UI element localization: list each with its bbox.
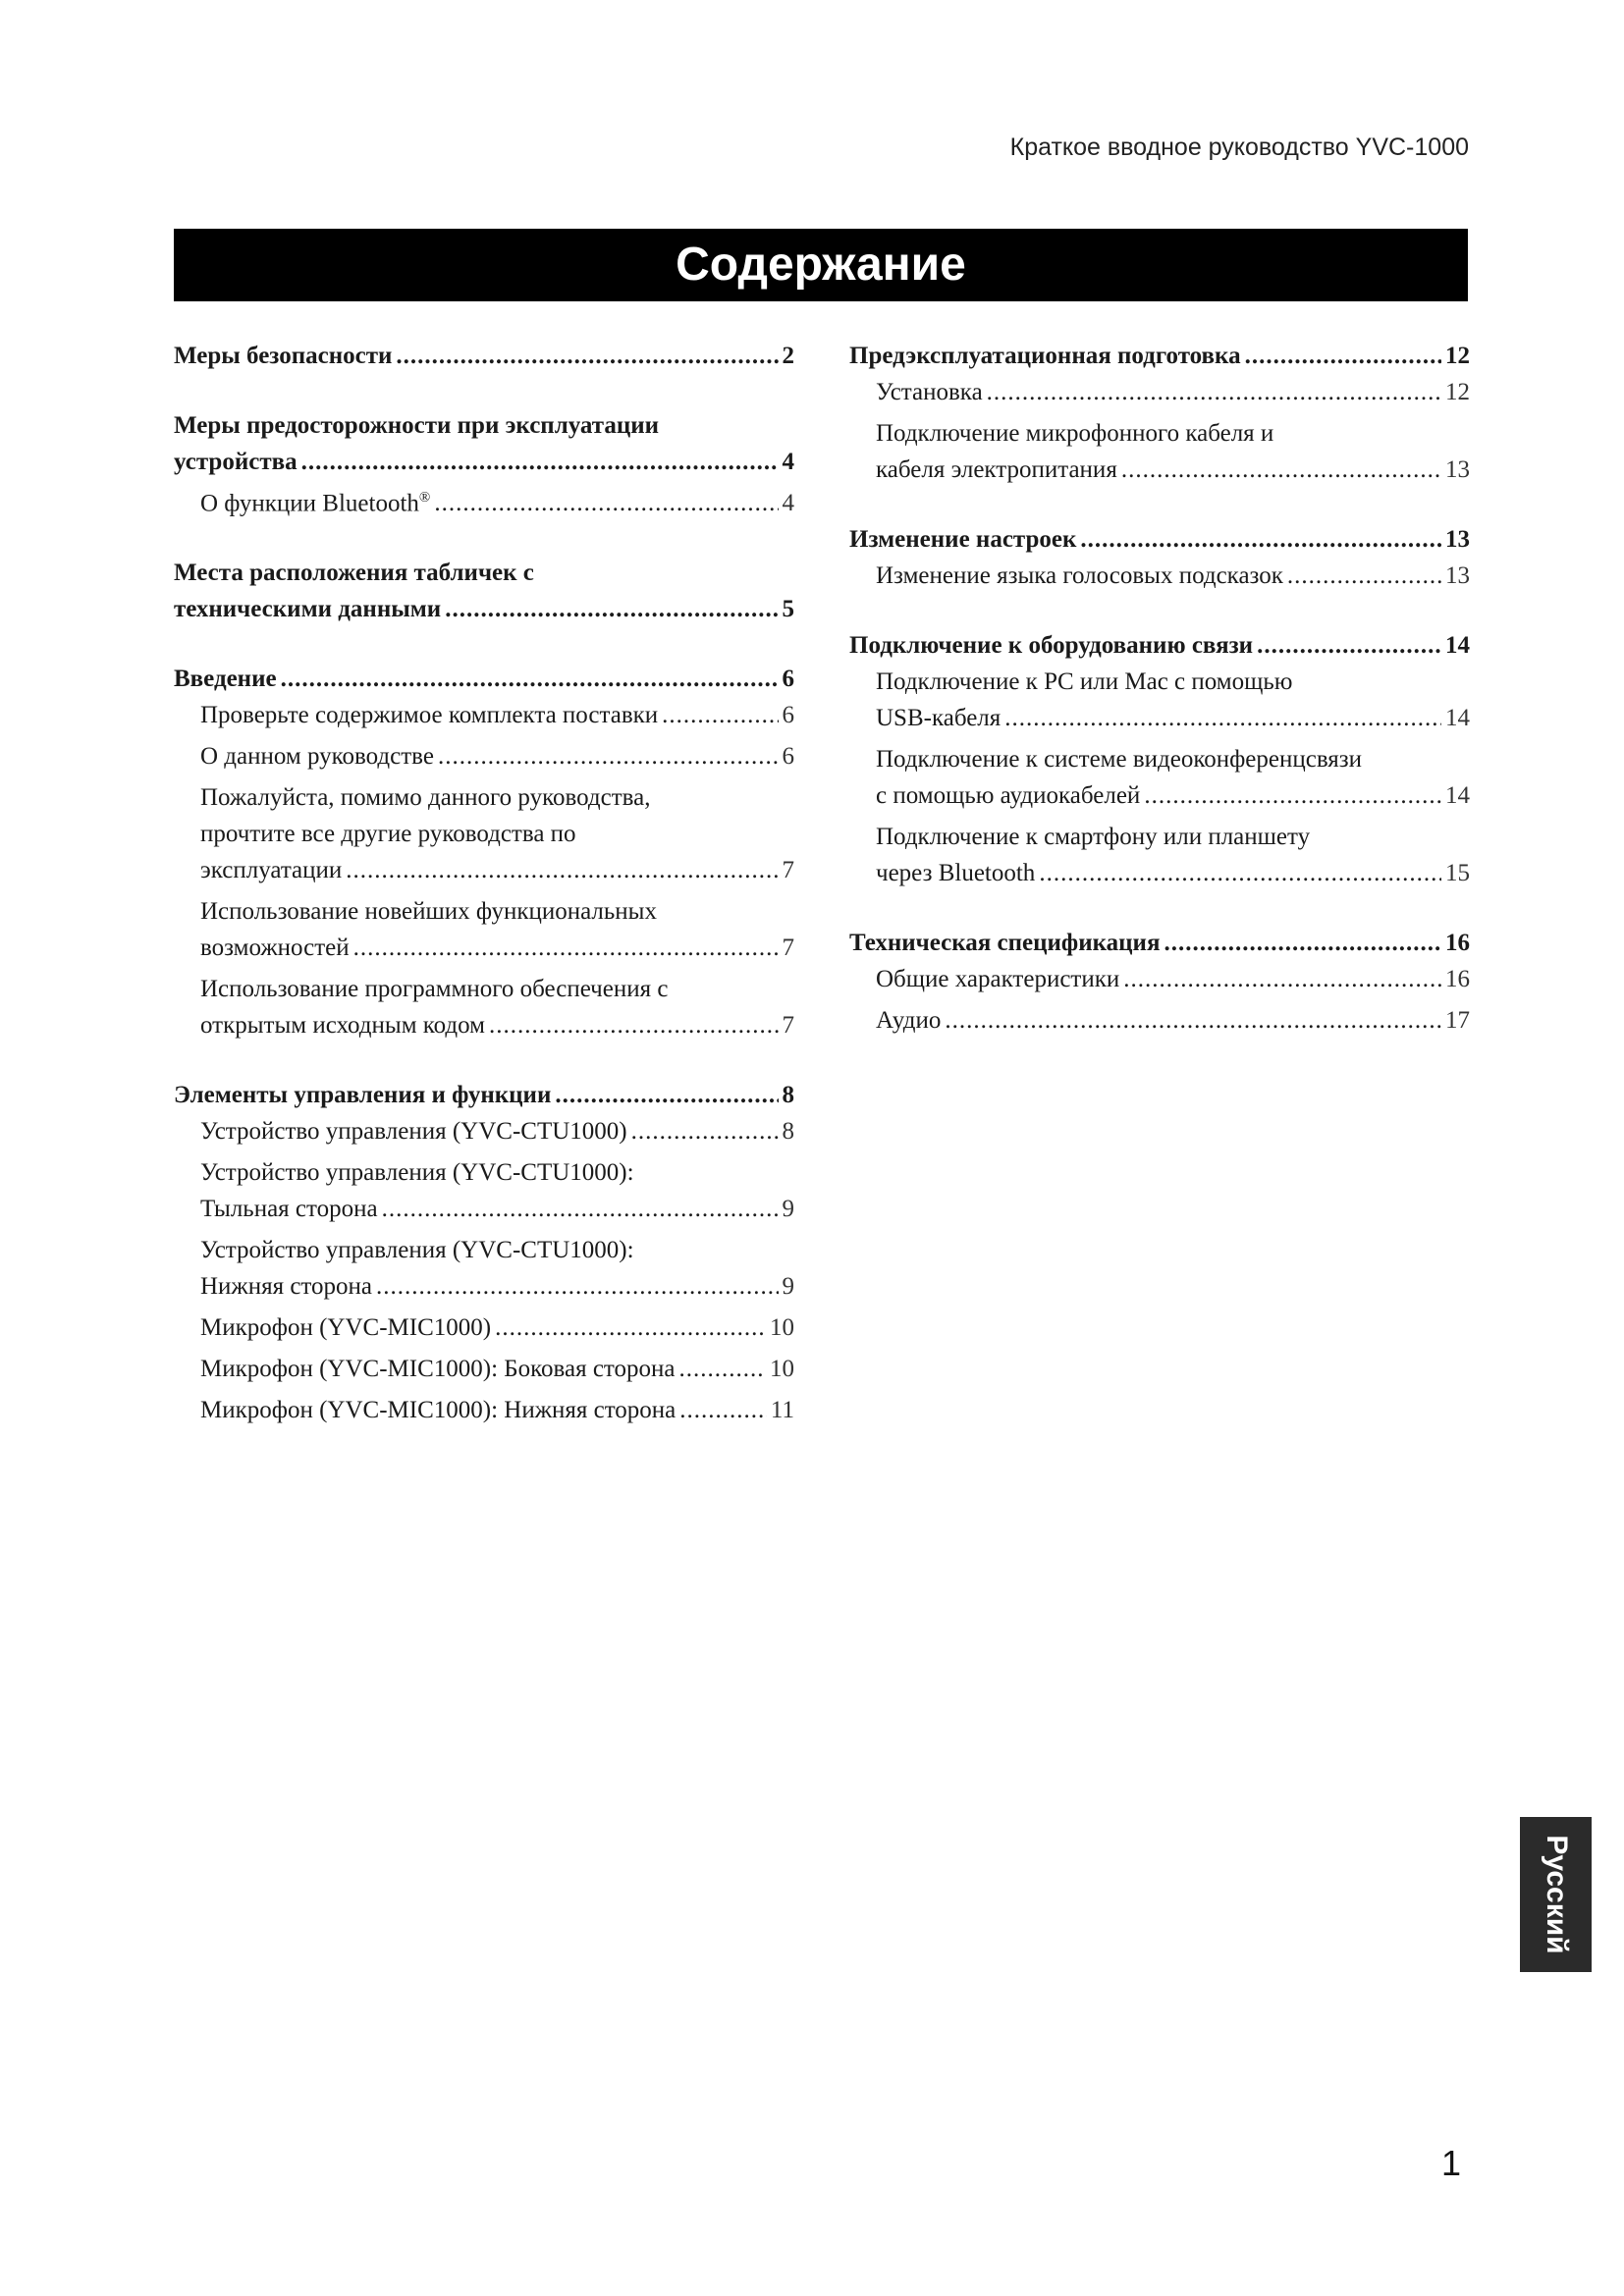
page-title: Содержание — [174, 229, 1468, 301]
toc-entry-text: Нижняя сторона — [200, 1273, 372, 1301]
toc-entry-text: Устройство управления (YVC-CTU1000) — [200, 1118, 627, 1146]
toc-sub-entry[interactable] — [174, 1392, 794, 1428]
toc-page-number: 8 — [782, 1118, 794, 1146]
dot-leader — [396, 338, 778, 374]
dot-leader — [1121, 452, 1441, 488]
toc-page-number: 13 — [1445, 562, 1470, 589]
toc-sub-entry[interactable] — [174, 1232, 794, 1305]
dot-leader — [346, 852, 778, 888]
toc-sub-entry[interactable] — [174, 697, 794, 733]
toc-page-number: 16 — [1445, 966, 1470, 992]
toc-sub-entry[interactable] — [174, 971, 794, 1043]
toc-page-number: 12 — [1445, 379, 1470, 405]
toc-sub-entry[interactable] — [174, 1309, 794, 1346]
toc-entry-text: прочтите все другие руководства по — [200, 821, 576, 848]
dot-leader — [631, 1113, 779, 1149]
toc-entry-text: Устройство управления (YVC-CTU1000): — [200, 1159, 634, 1187]
toc-sub-entry[interactable] — [174, 1351, 794, 1387]
toc-heading-entry[interactable] — [174, 338, 794, 374]
toc-page-number: 12 — [1445, 343, 1470, 369]
dot-leader — [438, 738, 779, 774]
toc-entry-text: Подключение к смартфону или планшету — [876, 824, 1311, 850]
toc-sub-entry[interactable] — [174, 738, 794, 774]
toc-section — [849, 338, 1470, 488]
dot-leader — [678, 1351, 766, 1387]
toc-entry-text: эксплуатации — [200, 857, 343, 884]
toc-heading-entry[interactable] — [174, 661, 794, 697]
toc-entry-text: Микрофон (YVC-MIC1000): Боковая сторона — [200, 1356, 676, 1383]
toc-entry-text: Меры безопасности — [174, 343, 393, 369]
toc-heading-entry[interactable] — [174, 555, 794, 627]
toc-entry-text: с помощью аудиокабелей — [876, 782, 1141, 809]
dot-leader — [1039, 855, 1441, 891]
dot-leader — [945, 1002, 1441, 1039]
dot-leader — [445, 591, 778, 627]
dot-leader — [1004, 700, 1441, 736]
toc-entry-text: Использование новейших функциональных — [200, 898, 657, 926]
toc-page-number: 6 — [782, 666, 794, 693]
dot-leader — [353, 930, 779, 966]
dot-leader — [1245, 338, 1441, 374]
toc-section — [849, 925, 1470, 1039]
toc-heading-entry[interactable] — [849, 925, 1470, 961]
dot-leader — [1257, 627, 1441, 664]
toc-section — [174, 661, 794, 1043]
toc-heading-entry[interactable] — [174, 1077, 794, 1113]
toc-page-number: 14 — [1445, 705, 1470, 731]
toc-entry-text: Микрофон (YVC-MIC1000) — [200, 1314, 492, 1342]
language-tab[interactable] — [1520, 1817, 1592, 1972]
toc-right-column — [849, 338, 1470, 1072]
dot-leader — [301, 444, 779, 480]
dot-leader — [662, 697, 778, 733]
toc-entry-text: Изменение настроек — [849, 526, 1077, 553]
toc-heading-entry[interactable] — [174, 407, 794, 480]
toc-entry-text: Изменение языка голосовых подсказок — [876, 562, 1283, 589]
toc-page-number: 9 — [782, 1273, 794, 1301]
document-header: Краткое вводное руководство YVC-1000 — [1009, 133, 1469, 161]
toc-entry-text: Подключение к оборудованию связи — [849, 632, 1254, 659]
toc-entry-text: Техническая спецификация — [849, 930, 1161, 956]
dot-leader — [1123, 961, 1441, 997]
toc-section — [174, 338, 794, 374]
toc-sub-entry[interactable] — [174, 1154, 794, 1227]
toc-page-number: 9 — [782, 1196, 794, 1223]
toc-sub-entry[interactable] — [174, 893, 794, 966]
toc-entry-text: возможностей — [200, 934, 350, 962]
toc-entry-text: Подключение к системе видеоконференцсвязи — [876, 746, 1363, 773]
toc-section — [849, 627, 1470, 891]
toc-entry-text: О данном руководстве — [200, 743, 434, 771]
toc-entry-text: Проверьте содержимое комплекта поставки — [200, 702, 659, 729]
toc-left-column — [174, 338, 794, 1462]
toc-page-number: 4 — [782, 449, 794, 475]
toc-sub-entry[interactable] — [849, 664, 1470, 736]
toc-entry-text: Тыльная сторона — [200, 1196, 378, 1223]
toc-entry-text: Элементы управления и функции — [174, 1082, 552, 1109]
toc-page-number: 11 — [770, 1397, 794, 1424]
toc-sub-entry[interactable] — [849, 558, 1470, 594]
toc-page-number: 14 — [1445, 782, 1470, 809]
toc-entry-text: Подключение к PC или Mac с помощью — [876, 668, 1293, 695]
toc-entry-text: Предэксплуатационная подготовка — [849, 343, 1241, 369]
toc-entry-text: Места расположения табличек с — [174, 560, 534, 587]
toc-page-number: 13 — [1445, 526, 1470, 553]
toc-heading-entry[interactable] — [849, 627, 1470, 664]
toc-entry-text: Устройство управления (YVC-CTU1000): — [200, 1237, 634, 1264]
toc-sub-entry[interactable] — [849, 741, 1470, 814]
page-number: 1 — [1441, 2143, 1462, 2183]
toc-sub-entry[interactable] — [849, 374, 1470, 410]
registered-mark: ® — [418, 490, 431, 506]
toc-entry-text: Общие характеристики — [876, 966, 1120, 992]
toc-sub-entry[interactable] — [849, 415, 1470, 488]
toc-section — [174, 1077, 794, 1428]
dot-leader — [489, 1007, 779, 1043]
dot-leader — [1164, 925, 1442, 961]
toc-page-number: 6 — [782, 702, 794, 729]
dot-leader — [987, 374, 1441, 410]
toc-page-number: 16 — [1445, 930, 1470, 956]
toc-page-number: 7 — [782, 857, 794, 884]
toc-page-number: 10 — [770, 1356, 794, 1383]
dot-leader — [281, 661, 779, 697]
toc-entry-text: через Bluetooth — [876, 860, 1036, 886]
toc-page-number: 7 — [782, 934, 794, 962]
toc-entry-text: открытым исходным кодом — [200, 1012, 485, 1040]
toc-entry-text: Введение — [174, 666, 277, 693]
toc-sub-entry[interactable] — [174, 779, 794, 888]
toc-entry-text: Использование программного обеспечения с — [200, 976, 669, 1003]
toc-section — [849, 521, 1470, 594]
language-tab-label: Русский — [1540, 1835, 1573, 1954]
dot-leader — [555, 1077, 778, 1113]
toc-entry-text: Микрофон (YVC-MIC1000): Нижняя сторона — [200, 1397, 677, 1424]
toc-sub-entry[interactable] — [849, 819, 1470, 891]
toc-entry-text: Подключение микрофонного кабеля и — [876, 420, 1274, 447]
toc-section — [174, 555, 794, 627]
toc-page-number: 8 — [782, 1082, 794, 1109]
toc-page-number: 10 — [770, 1314, 794, 1342]
toc-entry-text: USB-кабеля — [876, 705, 1001, 731]
toc-page-number: 4 — [782, 490, 794, 517]
toc-sub-entry[interactable] — [174, 480, 794, 521]
toc-sub-entry[interactable] — [849, 1002, 1470, 1039]
toc-heading-entry[interactable] — [849, 521, 1470, 558]
toc-page-number: 7 — [782, 1012, 794, 1040]
dot-leader — [382, 1191, 779, 1227]
toc-sub-entry[interactable] — [849, 961, 1470, 997]
toc-entry-text: Меры предосторожности при эксплуатации — [174, 412, 660, 439]
toc-page-number: 13 — [1445, 456, 1470, 483]
dot-leader — [679, 1392, 767, 1428]
dot-leader — [376, 1268, 779, 1305]
toc-entry-text: О функции Bluetooth — [200, 490, 419, 517]
toc-page-number: 17 — [1445, 1007, 1470, 1034]
dot-leader — [1080, 521, 1441, 558]
toc-entry-text: Аудио — [876, 1007, 942, 1034]
toc-section — [174, 407, 794, 521]
dot-leader — [434, 485, 778, 521]
toc-entry-text: Пожалуйста, помимо данного руководства, — [200, 784, 651, 812]
toc-page-number: 15 — [1445, 860, 1470, 886]
toc-page-number: 14 — [1445, 632, 1470, 659]
dot-leader — [1287, 558, 1441, 594]
toc-page-number: 5 — [782, 596, 794, 623]
toc-heading-entry[interactable] — [849, 338, 1470, 374]
toc-entry-text: техническими данными — [174, 596, 442, 623]
dot-leader — [495, 1309, 766, 1346]
toc-entry-text: Установка — [876, 379, 983, 405]
toc-page-number: 6 — [782, 743, 794, 771]
toc-sub-entry[interactable] — [174, 1113, 794, 1149]
toc-entry-text: кабеля электропитания — [876, 456, 1117, 483]
toc-entry-text: устройства — [174, 449, 298, 475]
toc-page-number: 2 — [782, 343, 794, 369]
dot-leader — [1144, 777, 1441, 814]
